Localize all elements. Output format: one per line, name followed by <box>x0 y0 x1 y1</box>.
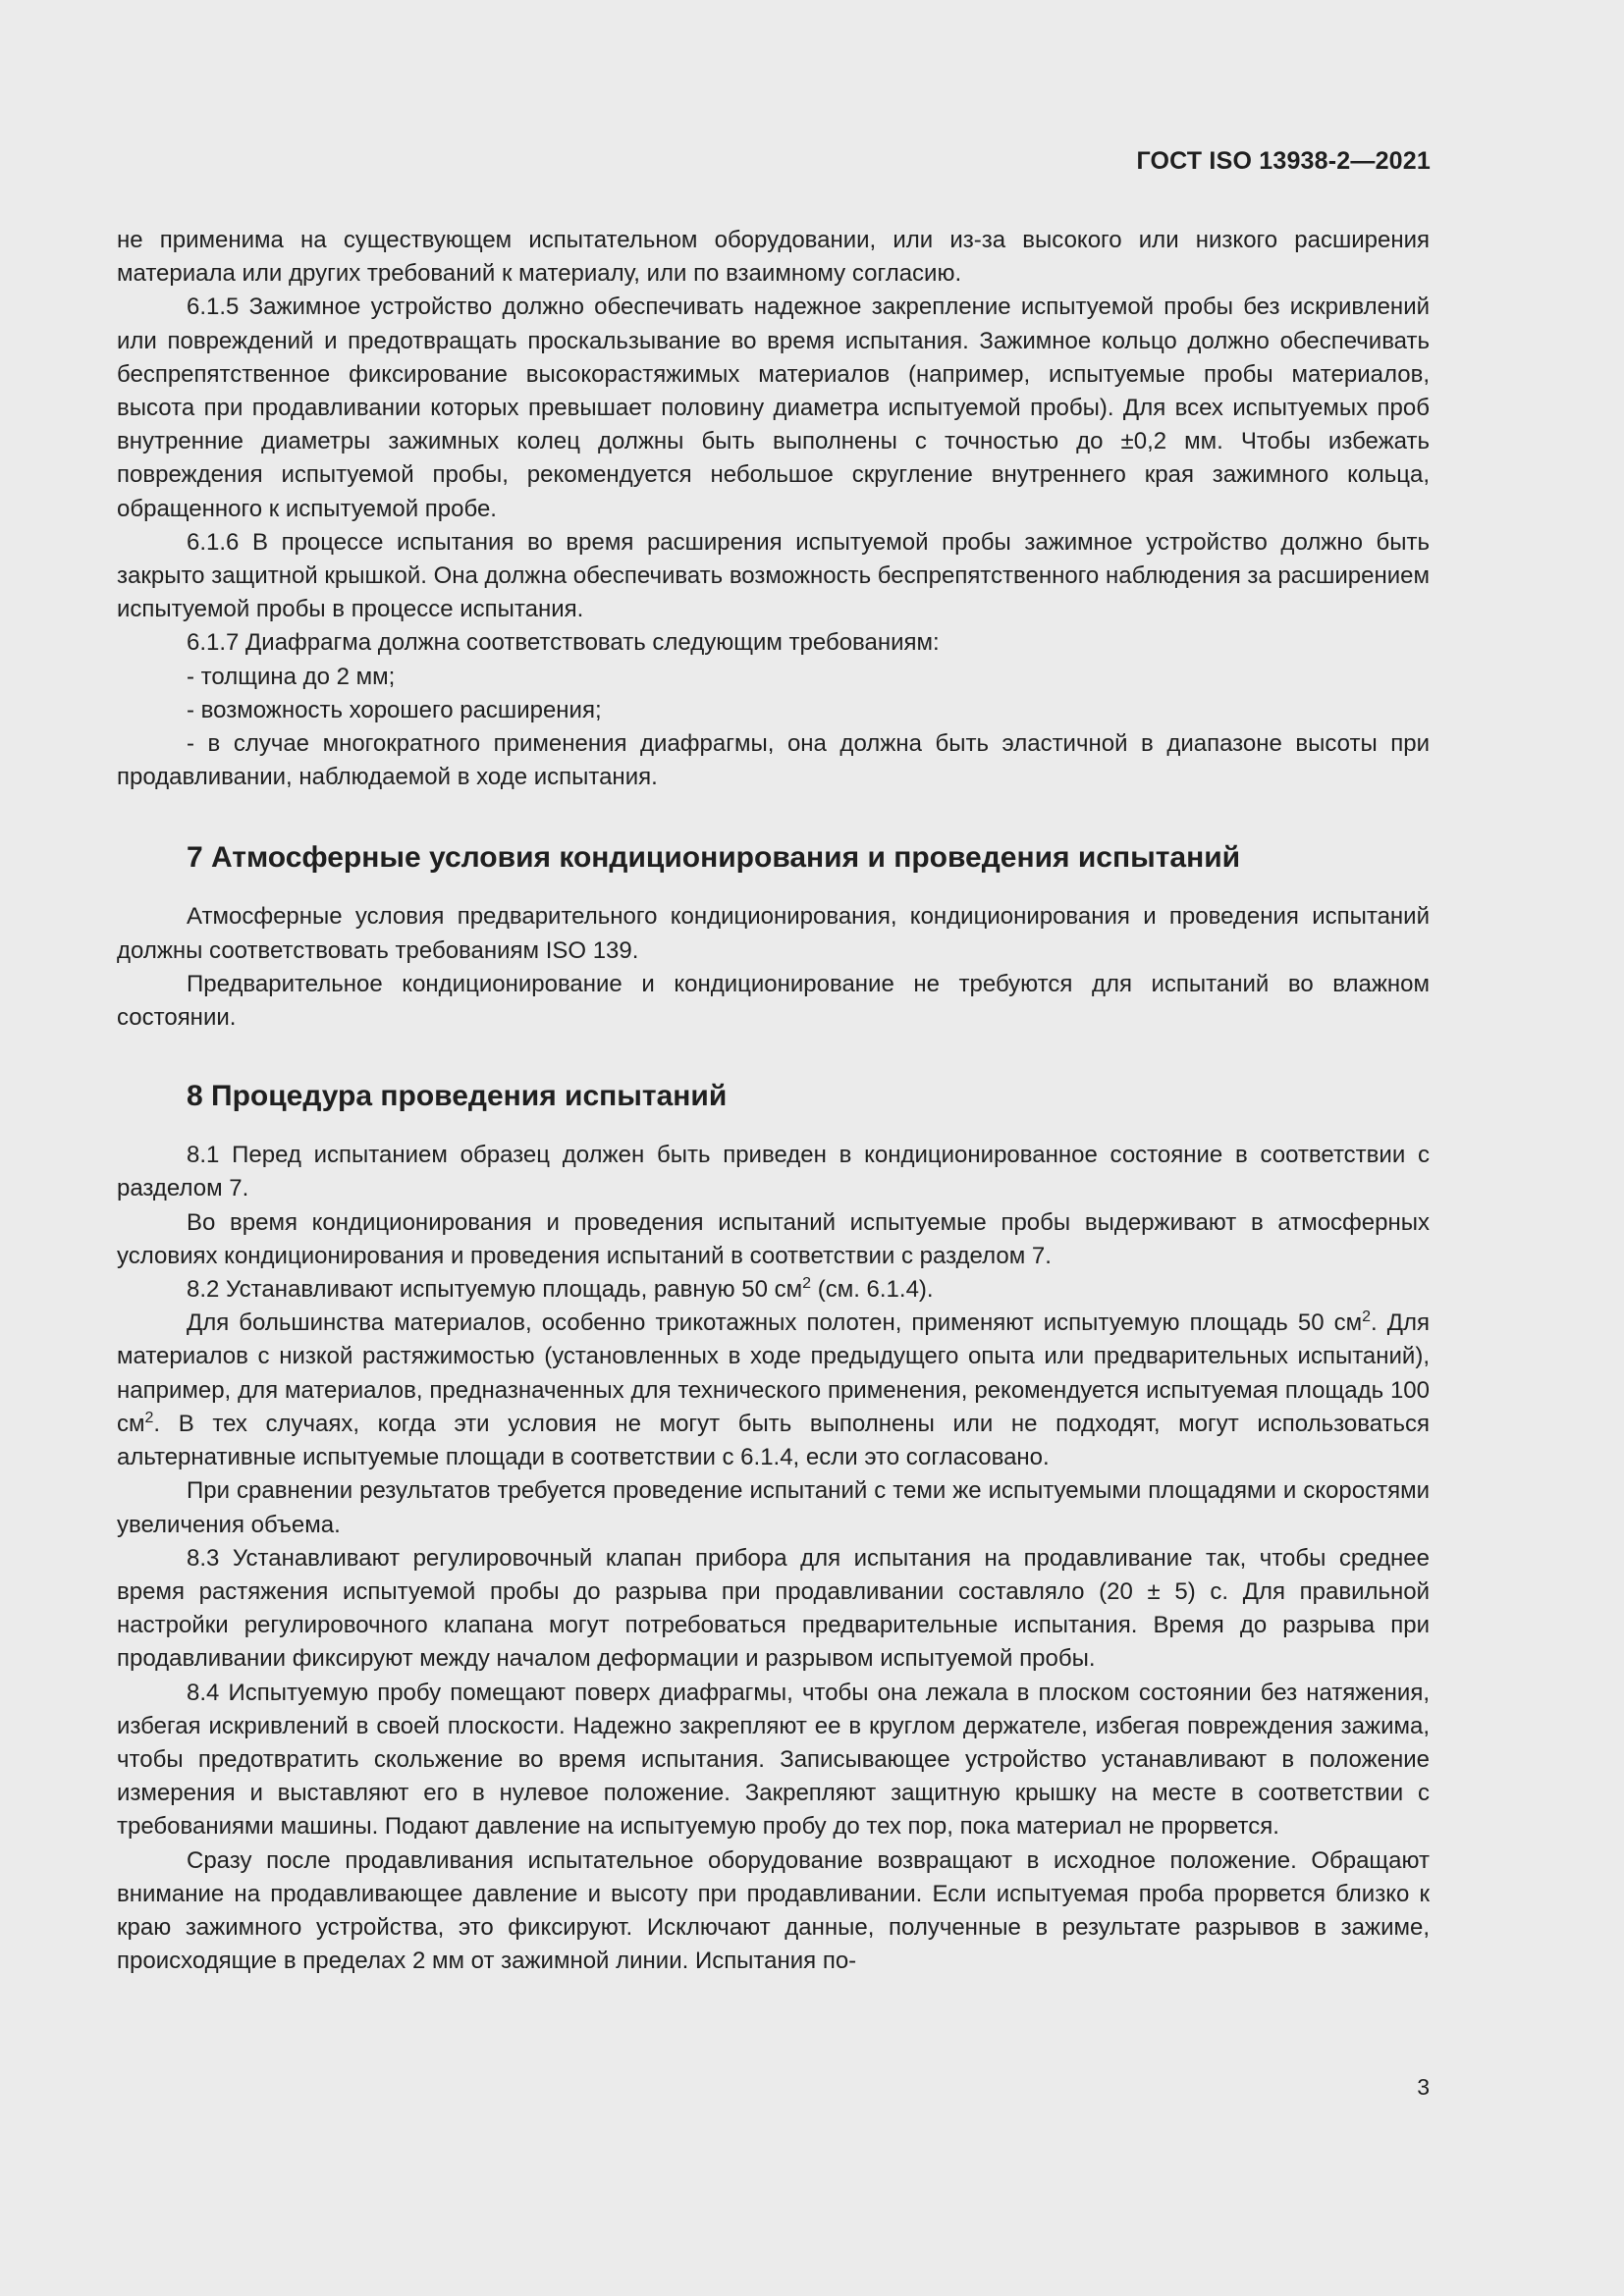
paragraph-8-2: 8.2 Устанавливают испытуемую площадь, равную 50 $см^2$ (см. 6.1.4). <box>187 1275 934 1304</box>
paragraph-8-2-cont: Для большинства материалов, особенно трикотажных полотен, применяют испытуемую площадь 50 $см^2$. Для материалов с низкой растяжимостью (установленных в ходе предыдущего опыта или предварительных испытаний), например, для материалов, предназначенных для технического применения, рекомендуется испытуемая площадь 100 $см^2$. В тех случаях, когда эти условия не могут быть выполнены или не подходят, могут использоваться альтернативные испытуемые площади в соответствии с 6.1.4, если это согласовано. <box>117 1308 1430 1471</box>
section-heading-7: 7 Атмосферные условия кондиционирования и проведения испытаний <box>187 841 1241 875</box>
paragraph-8-1: 8.1 Перед испытанием образец должен быть приведен в кондиционированное состояние в соответствии с разделом 7. <box>117 1142 1430 1202</box>
paragraph-8-4: 8.4 Испытуемую пробу помещают поверх диафрагмы, чтобы она лежала в плоском состоянии без натяжения, избегая искривлений в своей плоскости. Надежно закрепляют ее в круглом держателе, избегая повреждения зажима, чтобы предотвратить скольжение во время испытания. Записывающее устройство устанавливают в положение измерения и выставляют его в нулевое положение. Закрепляют защитную крышку на месте в соответствии с требованиями машины. Подают давление на испытуемую пробу до тех пор, пока материал не прорвется. <box>117 1679 1430 1841</box>
paragraph-6-1-7: 6.1.7 Диафрагма должна соответствовать следующим требованиям: <box>187 629 940 657</box>
paragraph-7-1: Атмосферные условия предварительного кондиционирования, кондиционирования и проведения испытаний должны соответствовать требованиям ISO 139. <box>117 903 1430 964</box>
paragraph-8-2-compare: При сравнении результатов требуется проведение испытаний с теми же испытуемыми площадями и скоростями увеличения объема. <box>117 1477 1430 1538</box>
document-header: ГОСТ ISO 13938-2—2021 <box>1136 147 1431 175</box>
list-item: - возможность хорошего расширения; <box>187 696 602 723</box>
page-number: 3 <box>1417 2074 1430 2100</box>
paragraph-8-3: 8.3 Устанавливают регулировочный клапан прибора для испытания на продавливание так, чтобы среднее время растяжения испытуемой пробы до разрыва при продавливании составляло (20 ± 5) с. Для правильной настройки регулировочного клапана могут потребоваться предварительные испытания. Время до разрыва при продавливании фиксируют между началом деформации и разрывом испытуемой пробы. <box>117 1544 1430 1673</box>
list-item: - толщина до 2 мм; <box>187 663 396 690</box>
section-heading-8: 8 Процедура проведения испытаний <box>187 1080 728 1113</box>
paragraph-6-1-5: 6.1.5 Зажимное устройство должно обеспечивать надежное закрепление испытуемой пробы без искривлений или повреждений и предотвращать проскальзывание во время испытания. Зажимное кольцо должно обеспечивать беспрепятственное фиксирование высокорастяжимых материалов (например, испытуемые пробы материалов, высота при продавливании которых превышает половину диаметра испытуемой пробы). Для всех испытуемых проб внутренние диаметры зажимных колец должны быть выполнены с точностью до ±0,2 мм. Чтобы избежать повреждения испытуемой пробы, рекомендуется небольшое скругление внутреннего края зажимного кольца, обращенного к испытуемой пробе. <box>117 294 1430 522</box>
document-body <box>117 224 1430 1978</box>
paragraph-continuation: не применима на существующем испытательном оборудовании, или из-за высокого или низкого расширения материала или других требований к материалу, или по взаимному согласию. <box>117 227 1430 288</box>
paragraph-8-4-cont: Сразу после продавливания испытательное оборудование возвращают в исходное положение. Обращают внимание на продавливающее давление и высоту при продавливании. Если испытуемая проба прорвется близко к краю зажимного устройства, это фиксируют. Исключают данные, полученные в результате разрывов в зажиме, происходящие в пределах 2 мм от зажимной линии. Испытания по- <box>117 1846 1430 1975</box>
paragraph-6-1-6: 6.1.6 В процессе испытания во время расширения испытуемой пробы зажимное устройство должно быть закрыто защитной крышкой. Она должна обеспечивать возможность беспрепятственного наблюдения за расширением испытуемой пробы в процессе испытания. <box>117 528 1430 623</box>
paragraph-7-2: Предварительное кондиционирование и кондиционирование не требуются для испытаний во влажном состоянии. <box>117 970 1430 1032</box>
paragraph-8-1-cont: Во время кондиционирования и проведения испытаний испытуемые пробы выдерживают в атмосферных условиях кондиционирования и проведения испытаний в соответствии с разделом 7. <box>117 1208 1430 1269</box>
list-item: - в случае многократного применения диафрагмы, она должна быть эластичной в диапазоне высоты при продавливании, наблюдаемой в ходе испытания. <box>117 730 1430 791</box>
